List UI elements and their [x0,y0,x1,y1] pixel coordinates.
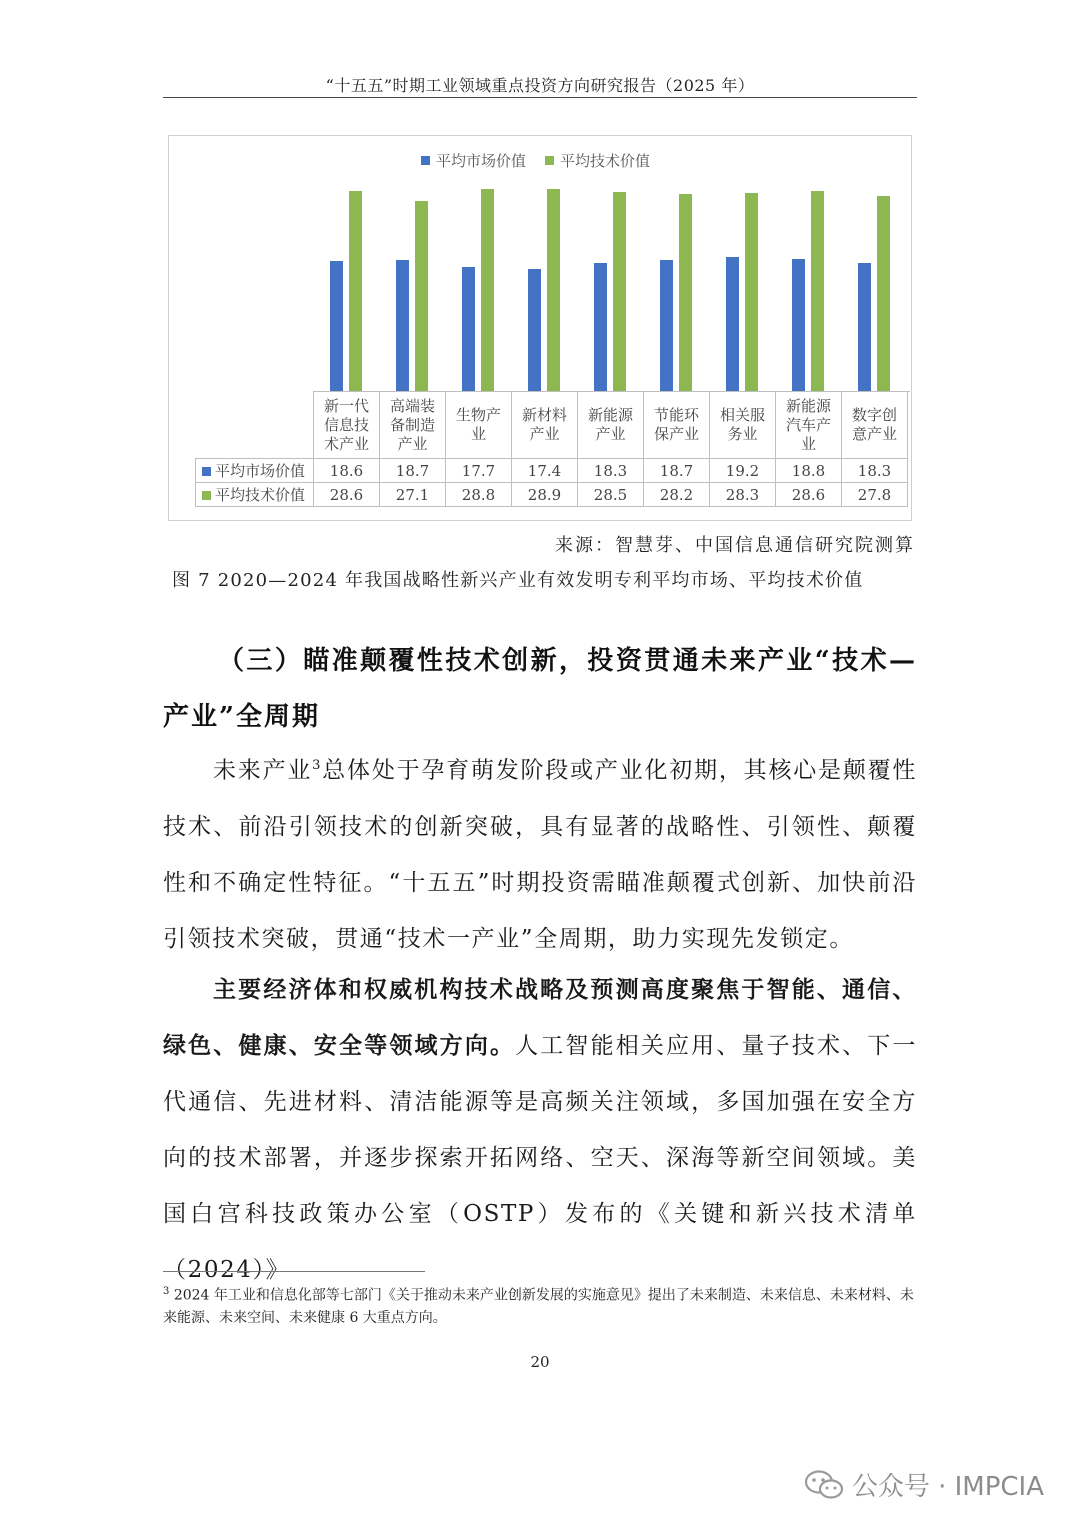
value-cell: 18.8 [776,459,842,483]
legend-swatch-tech [545,156,554,165]
category-label: 数字创意产业 [842,392,908,459]
value-cell: 27.1 [380,483,446,507]
bar-market [792,259,805,391]
value-cell: 28.5 [578,483,644,507]
value-cell: 28.3 [710,483,776,507]
bar-tech [481,189,494,391]
category-label: 生物产业 [446,392,512,459]
legend-label-tech: 平均技术价值 [560,152,651,170]
table-row-market [196,459,908,483]
bar-market [660,260,673,391]
category-label: 新一代信息技术产业 [314,392,380,459]
section-heading: （三）瞄准颠覆性技术创新，投资贯通未来产业“技术—产业”全周期 [163,646,917,732]
bar-market [396,260,409,391]
table-row-tech [196,483,908,507]
bar-tech [547,189,560,391]
footnote-mark: 3 [163,1286,170,1297]
paragraph-1: 未来产业$^3$总体处于孕育萌发阶段或产业化初期，其核心是颠覆性技术、前沿引领技术的创新突破，具有显著的战略性、引领性、颠覆性和不确定性特征。“十五五”时期投资需瞄准颠覆式创新、加快前沿引领技术突破，贯通“技术一产业”全周期，助力实现先发锁定。 [163,757,918,952]
footnote-ref[interactable]: 3 [312,758,323,773]
bar-tech [877,196,890,391]
bar-tech [613,192,626,392]
category-label: 高端装备制造产业 [380,392,446,459]
value-cell: 18.3 [578,459,644,483]
bar-market [330,261,343,391]
row-swatch-market [202,467,211,476]
bar-tech [745,193,758,391]
figure-caption: 图 7 2020—2024 年我国战略性新兴产业有效发明专利平均市场、平均技术价值 [172,570,864,591]
bar-market [528,269,541,391]
value-cell: 28.6 [314,483,380,507]
bar-tech [349,191,362,391]
legend-label-market: 平均市场价值 [436,152,527,170]
value-cell: 18.7 [644,459,710,483]
value-cell: 28.8 [446,483,512,507]
running-header: “十五五”时期工业领域重点投资方向研究报告（2025 年） [325,76,755,95]
category-label: 新能源产业 [578,392,644,459]
bar-tech [811,191,824,391]
bar-market [594,263,607,391]
wechat-icon [804,1469,844,1501]
bar-tech [679,194,692,391]
value-cell: 28.6 [776,483,842,507]
value-cell: 27.8 [842,483,908,507]
category-label: 节能环保产业 [644,392,710,459]
category-label: 新能源汽车产业 [776,392,842,459]
watermark [804,1466,1044,1503]
value-cell: 19.2 [710,459,776,483]
category-label: 相关服务业 [710,392,776,459]
chart-data-table [195,391,908,507]
value-cell: 18.6 [314,459,380,483]
paragraph-2: 主要经济体和权威机构技术战略及预测高度聚焦于智能、通信、绿色、健康、安全等领域方向。人工智能相关应用、量子技术、下一代通信、先进材料、清洁能源等是高频关注领域，多国加强在安全方向的技术部署，并逐步探索开拓网络、空天、深海等新空间领域。美国白宫科技政策办公室（OSTP）发布的《关键和新兴技术清单（2024）》 [163,976,917,1283]
row-header-market: 平均市场价值 [196,459,314,483]
row-header-tech: 平均技术价值 [196,483,314,507]
value-cell: 28.9 [512,483,578,507]
legend-item-tech [545,150,650,171]
footnote-rule [163,1271,425,1272]
row-swatch-tech [202,491,211,500]
header-rule [163,97,917,98]
table-row-categories [196,392,908,459]
bar-tech [415,201,428,391]
footnote: $^3$ 2024 年工业和信息化部等七部门《关于推动未来产业创新发展的实施意见》提出了未来制造、未来信息、未来材料、未来能源、未来空间、未来健康 6 大重点方向。 [163,1286,914,1326]
legend-item-market [421,150,526,171]
value-cell: 17.7 [446,459,512,483]
bar-market [726,257,739,391]
figure-source: 来源：智慧芽、中国信息通信研究院测算 [555,535,915,556]
watermark-text: 公众号 · IMPCIA [851,1472,1044,1502]
paragraph-2-bold: 主要经济体和权威机构技术战略及预测高度聚焦于智能、通信、绿色、健康、安全等领域方向。 [163,976,917,1059]
value-cell: 18.7 [380,459,446,483]
value-cell: 17.4 [512,459,578,483]
legend-swatch-market [421,156,430,165]
page-number: 20 [530,1353,550,1371]
bar-market [462,267,475,391]
bar-market [858,263,871,391]
category-label: 新材料产业 [512,392,578,459]
value-cell: 28.2 [644,483,710,507]
value-cell: 18.3 [842,459,908,483]
